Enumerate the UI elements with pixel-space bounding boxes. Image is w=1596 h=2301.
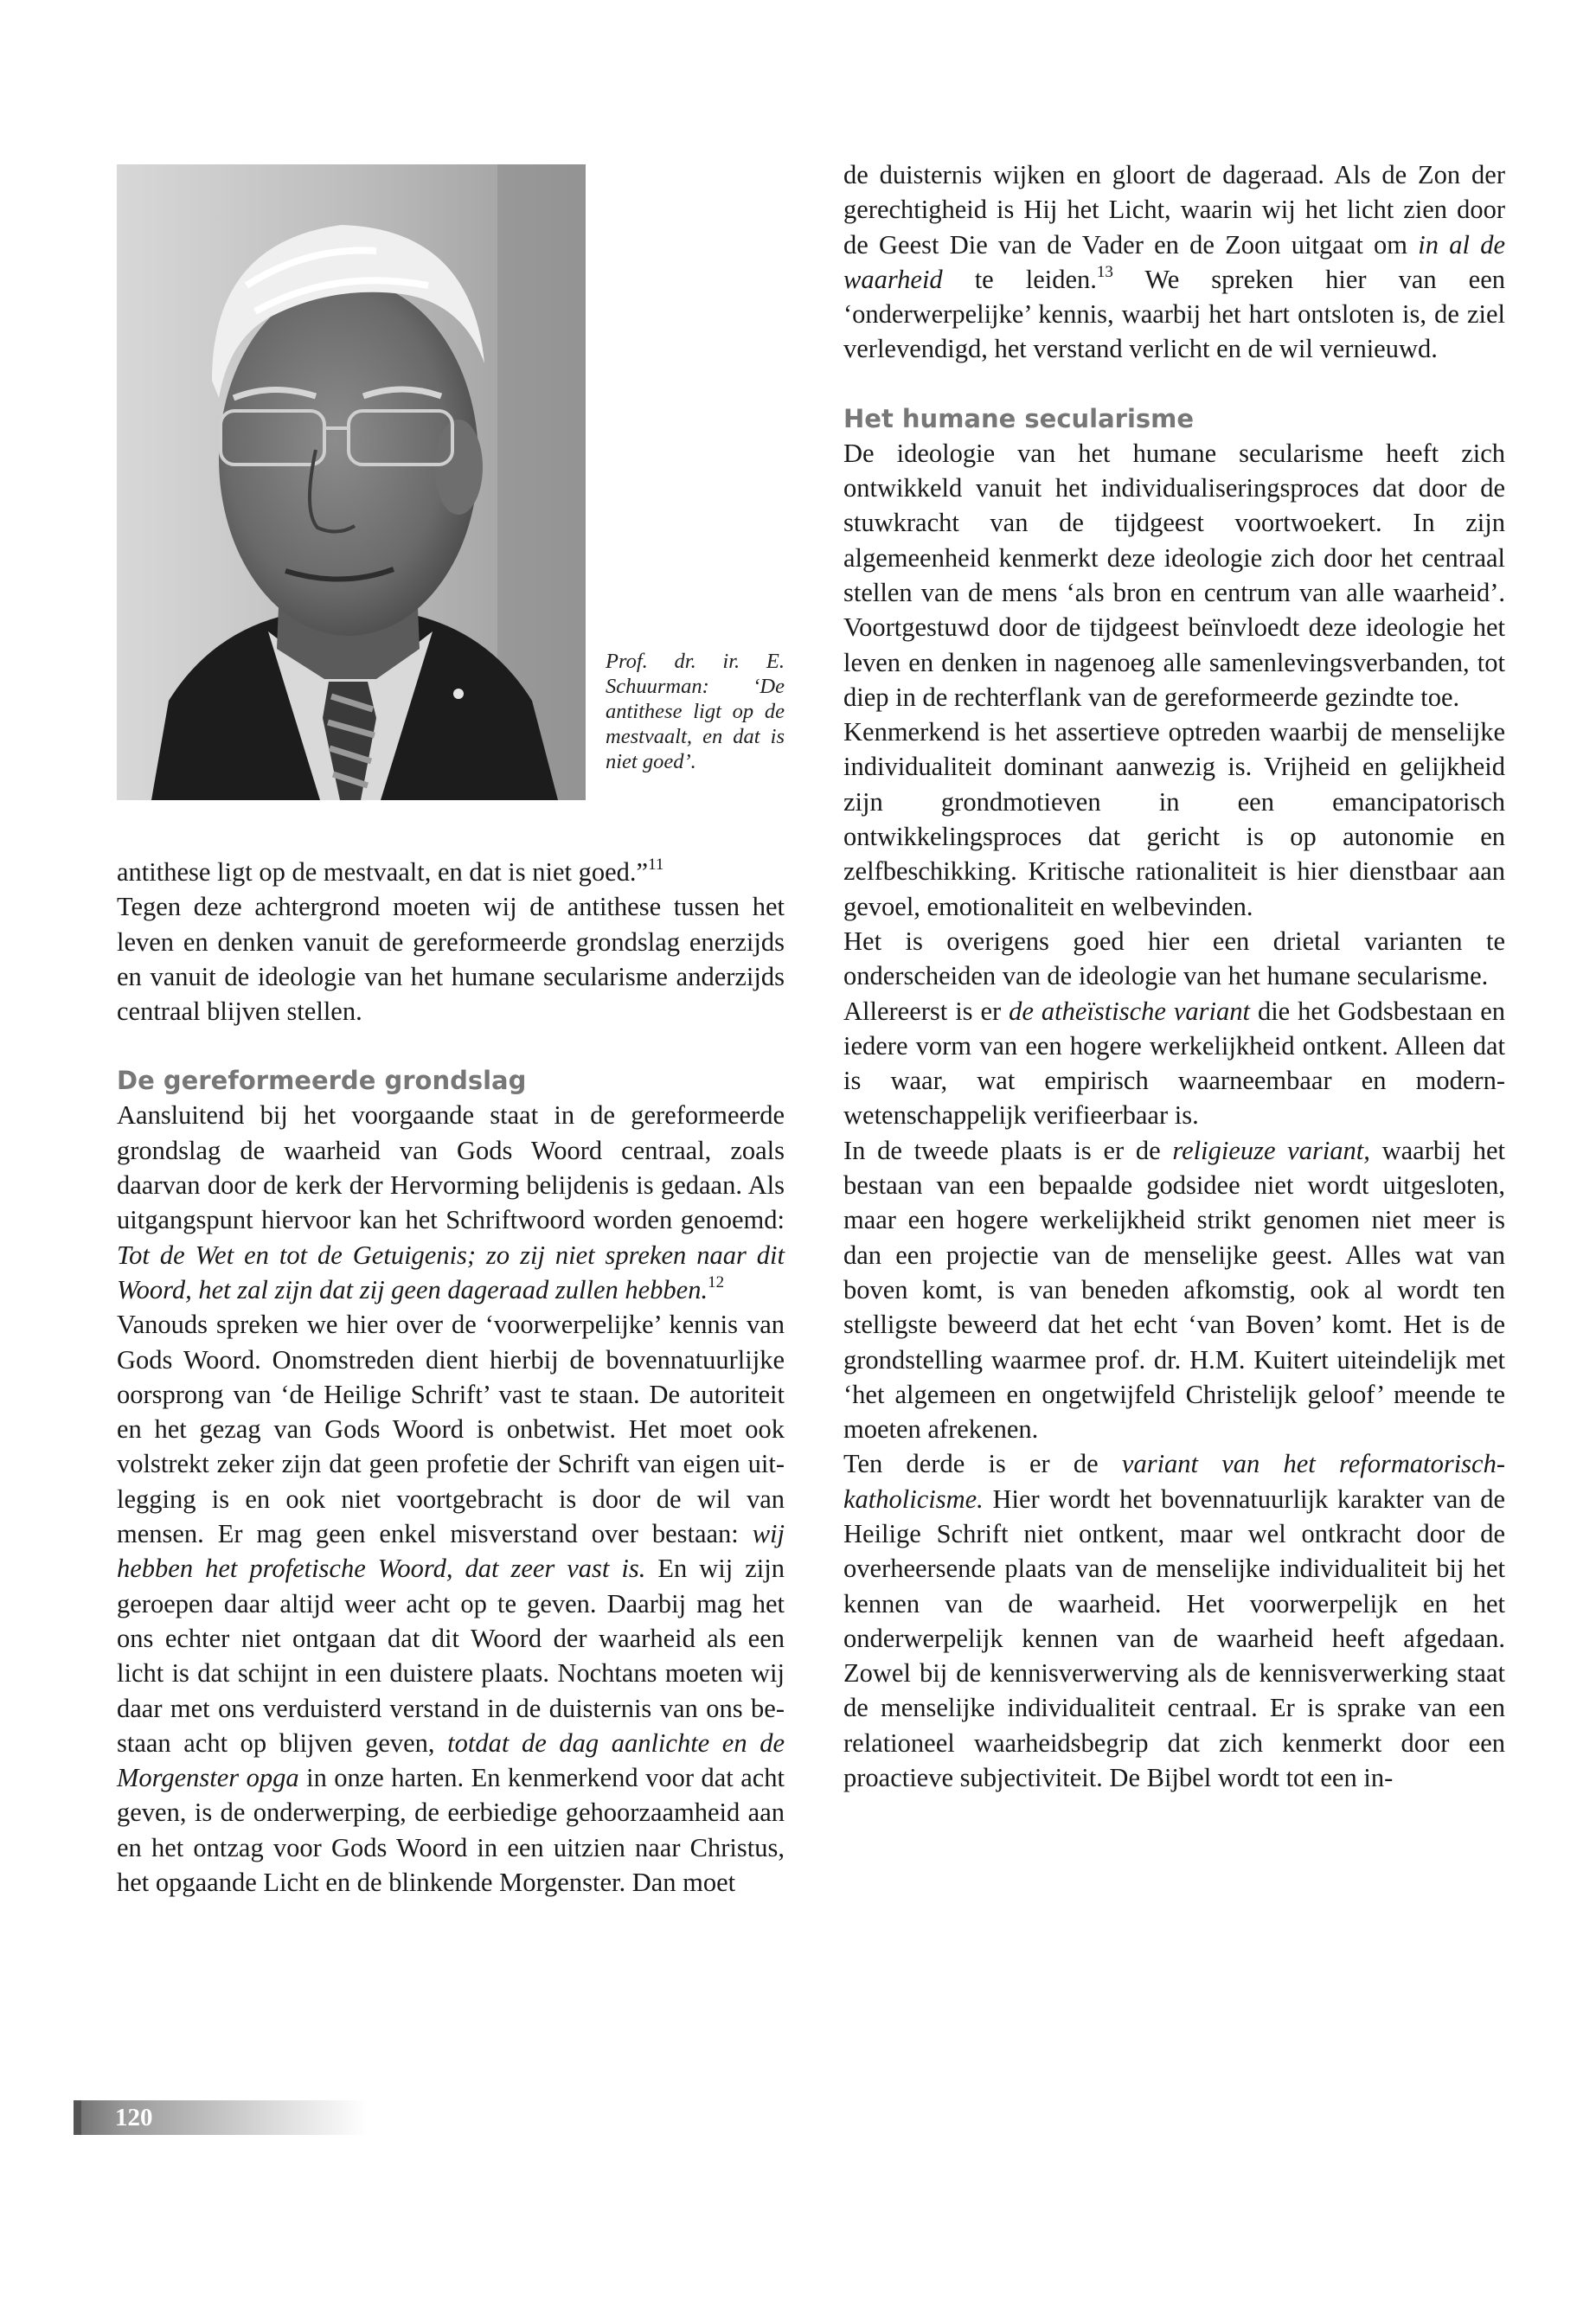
paragraph: Ten derde is er de variant van het reformatorisch-katholicisme. Hier wordt het bovennatuurlijk karakter van de Heilige Schrift niet ontkent, maar wel ontkracht door de overheersende plaats van de menselijke individualiteit bij het kennen van de waarheid. Het voorwerpelijk en het onderwerpelijk kennen van de waarheid heeft afgedaan. Zowel bij de kennisverwerving als de kennisverwerking staat de menselijke individualiteit centraal. Er is sprake van een relationeel waarheidsbegrip dat zich kenmerkt door een proactieve subjectiviteit. De Bijbel wordt tot een in-	[843, 1449, 1505, 1793]
right-column	[843, 157, 1505, 1795]
footnote-ref[interactable]: 13	[1096, 262, 1113, 281]
paragraph: Allereerst is er de atheïstische variant die het Godsbestaan en iedere vorm van een hogere werkelijkheid ontkent. Alleen dat is waar, wat empirisch waarneembaar en modern-wetenschappelijk verifieerbaar is.	[843, 996, 1505, 1131]
paragraph: Het is overigens goed hier een drietal varianten te onderscheiden van de ideologie van het humane secularisme.	[843, 926, 1505, 991]
folio-edge	[74, 2100, 81, 2135]
paragraph: de duisternis wijken en gloort de dageraad. Als de Zon der gerechtigheid is Hij het Licht, waarin wij het licht zien door de Geest Die van de Vader en de Zoon uitgaat om in al de waarheid te leiden.$^{13}$ We spreken hier van een ‘onderwerpelijke’ kennis, waarbij het hart ontsloten is, de ziel verlevendigd, het verstand verlicht en de wil vernieuwd.	[843, 160, 1505, 364]
photo-caption: Prof. dr. ir. E. Schuurman: ‘De antithese ligt op de mestvaalt, en dat is niet goed’.	[606, 650, 785, 773]
paragraph: antithese ligt op de mestvaalt, en dat is niet goed.”$^{11}$	[117, 856, 664, 887]
footnote-ref[interactable]: 11	[648, 856, 664, 874]
portrait-illustration	[117, 164, 586, 800]
paragraph: Aansluitend bij het voorgaande staat in de gereformeerde grondslag de waarheid van Gods Woord centraal, zoals daarvan door de kerk der Hervorming belijdenis is gedaan. Als uitgangspunt hiervoor kan het Schriftwoord worden genoemd: Tot de Wet en tot de Getuigenis; zo zij niet spreken naar dit Woord, het zal zijn dat zij geen dageraad zullen hebben.$^{12}$	[117, 1100, 785, 1304]
paragraph: Tegen deze achtergrond moeten wij de antithese tussen het leven en denken vanuit de gereformeerde grondslag enerzijds en vanuit de ideologie van het humane secularisme anderzijds centraal blijven stellen.	[117, 892, 785, 1027]
page-number-bar	[74, 2100, 368, 2135]
paragraph: De ideologie van het humane secularisme heeft zich ontwikkeld vanuit het individualiseringsproces dat door de stuwkracht van de tijdgeest voortwoekert. In zijn algemeenheid kenmerkt deze ideologie zich door het centraal stellen van de mens ‘als bron en centrum van alle waarheid’. Voortgestuwd door de tijdgeest beïnvloedt deze ideologie het leven en denken in nagenoeg alle samenlevingsverbanden, tot diep in de rechterflank van de gereformeerde gezindte toe.	[843, 438, 1505, 712]
paragraph: Kenmerkend is het assertieve optreden waarbij de menselijke individualiteit dominant aanwezig is. Vrijheid en gelijkheid zijn grondmotieven in een emancipatorisch ontwikkelingsproces dat gericht is op autonomie en zelfbeschikking. Kritische rationaliteit is hier dienstbaar aan gevoel, emotionaliteit en welbevinden.	[843, 717, 1505, 921]
section-heading: Het humane secularisme	[843, 403, 1195, 433]
section-heading: De gereformeerde grondslag	[117, 1066, 527, 1096]
portrait-photo	[117, 164, 586, 800]
left-column	[117, 855, 785, 1900]
footnote-ref[interactable]: 12	[708, 1272, 725, 1292]
paragraph: In de tweede plaats is er de religieuze variant, waarbij het bestaan van een bepaalde godsidee niet wordt uitgesloten, maar een hogere werkelijkheid strikt genomen niet meer is dan een projectie van de menselijke geest. Alles wat van boven komt, is van beneden afkomstig, ook al wordt ten stelligste beweerd dat het echt ‘van Boven’ komt. Het is de grondstelling waarmee prof. dr. H.M. Kuitert uiteindelijk met ‘het algemeen en ongetwijfeld Christelijk geloof’ meende te moeten afrekenen.	[843, 1135, 1505, 1445]
paragraph: Vanouds spreken we hier over de ‘voorwerpelijke’ kennis van Gods Woord. Onomstreden dient hierbij de bovennatuurlijke oorsprong van ‘de Heilige Schrift’ vast te staan. De autoriteit en het gezag van Gods Woord is onbetwist. Het moet ook volstrekt zeker zijn dat geen profetie der Schrift van eigen uitlegging is en ook niet voortgebracht is door de wil van mensen. Er mag geen enkel misverstand over bestaan: wij hebben het profetische Woord, dat zeer vast is. En wij zijn geroepen daar altijd weer acht op te geven. Daarbij mag het ons echter niet ontgaan dat dit Woord der waarheid als een licht is dat schijnt in een duistere plaats. Nochtans moeten wij daar met ons verduisterd verstand in de duisternis van ons bestaan acht op blijven geven, totdat de dag aanlichte en de Morgenster opga in onze harten. En kenmerkend voor dat acht geven, is de onderwerping, de eerbiedige gehoorzaamheid aan en het ontzag voor Gods Woord in een uitzien naar Christus, het opgaande Licht en de blinkende Morgenster. Dan moet	[117, 1310, 785, 1898]
page-number: 120	[115, 2104, 153, 2131]
